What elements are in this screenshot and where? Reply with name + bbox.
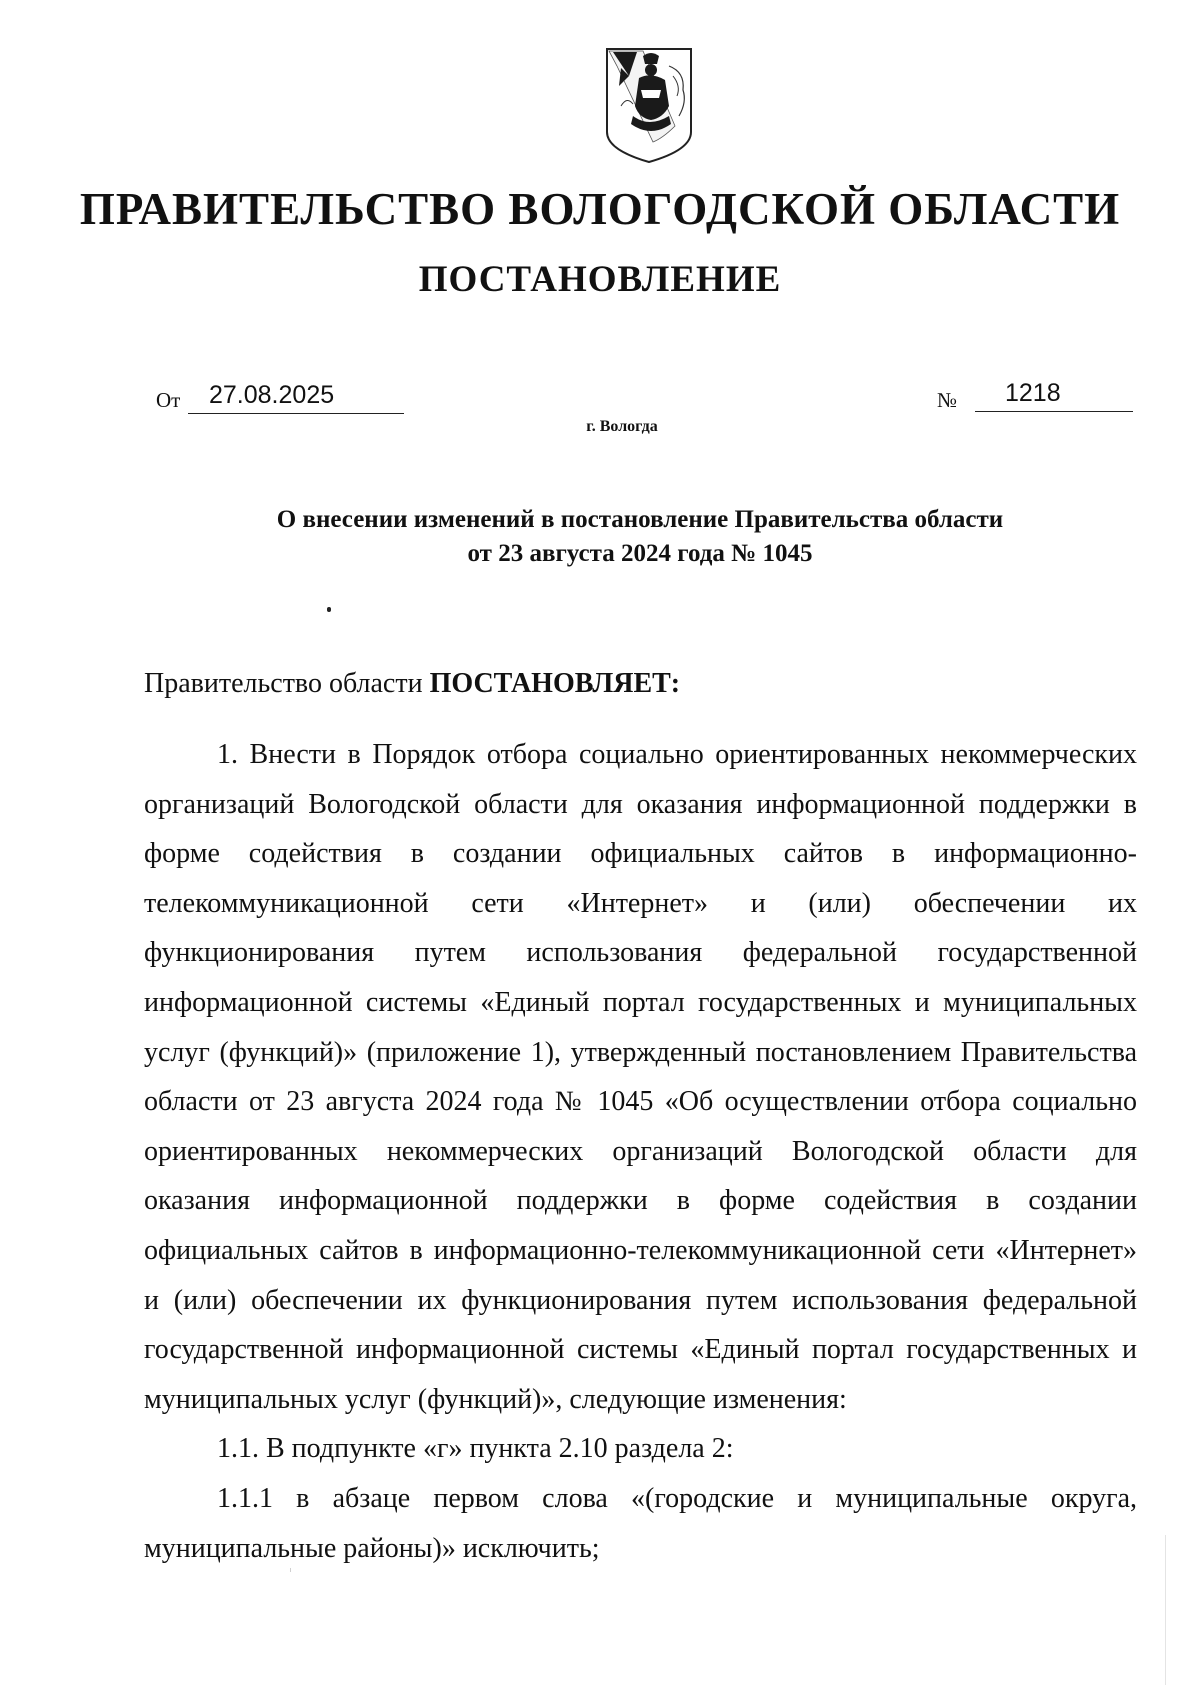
document-date: 27.08.2025 — [209, 381, 335, 409]
organization-title: ПРАВИТЕЛЬСТВО ВОЛОГОДСКОЙ ОБЛАСТИ — [79, 184, 1121, 234]
document-type-title: ПОСТАНОВЛЕНИЕ — [418, 259, 782, 300]
document-subject — [0, 503, 1200, 571]
paragraph-1: 1. Внести в Порядок отбора социально ориентированных некоммерческих организаций Вологодской области для оказания информационной поддержки в форме содействия в создании официальных сайтов в информационно-телекоммуникационной сети «Интернет» и (или) обеспечении их функционирования путем использования федеральной государственной информационной системы «Единый портал государственных и муниципальных услуг (функций)» (приложение 1), утвержденный постановлением Правительства области от 23 августа 2024 года № 1045 «Об осуществлении отбора социально ориентированных некоммерческих организаций Вологодской области для оказания информационной поддержки в форме содействия в создании официальных сайтов в информационно-телекоммуникационной сети «Интернет» и (или) обеспечении их функционирования путем использования федеральной государственной информационной системы «Единый портал государственных и муниципальных услуг (функций)», следующие изменения: — [144, 739, 1137, 1415]
document-body — [144, 730, 1137, 1573]
scan-edge-mark — [1165, 1535, 1166, 1685]
intro-text: Правительство области — [144, 668, 430, 699]
resolution-intro — [144, 667, 680, 701]
city-label: г. Вологда — [586, 418, 658, 435]
document-number: 1218 — [1005, 379, 1061, 407]
coat-of-arms-emblem — [603, 46, 695, 164]
scan-speck — [327, 607, 331, 612]
scan-speck-2 — [290, 1568, 291, 1572]
intro-emphasis: ПОСТАНОВЛЯЕТ: — [429, 668, 681, 699]
number-prefix-label: № — [937, 388, 958, 412]
paragraph-1-1-1: 1.1.1 в абзаце первом слова «(городские и муниципальные округа, муниципальные районы)» исключить; — [144, 1482, 1137, 1564]
date-prefix-label: От — [156, 388, 181, 412]
subject-line-2: от 23 августа 2024 года № 1045 — [467, 540, 813, 567]
paragraph-1-1: 1.1. В подпункте «г» пункта 2.10 раздела 2: — [217, 1433, 734, 1465]
subject-line-1: О внесении изменений в постановление Правительства области — [276, 506, 1004, 533]
